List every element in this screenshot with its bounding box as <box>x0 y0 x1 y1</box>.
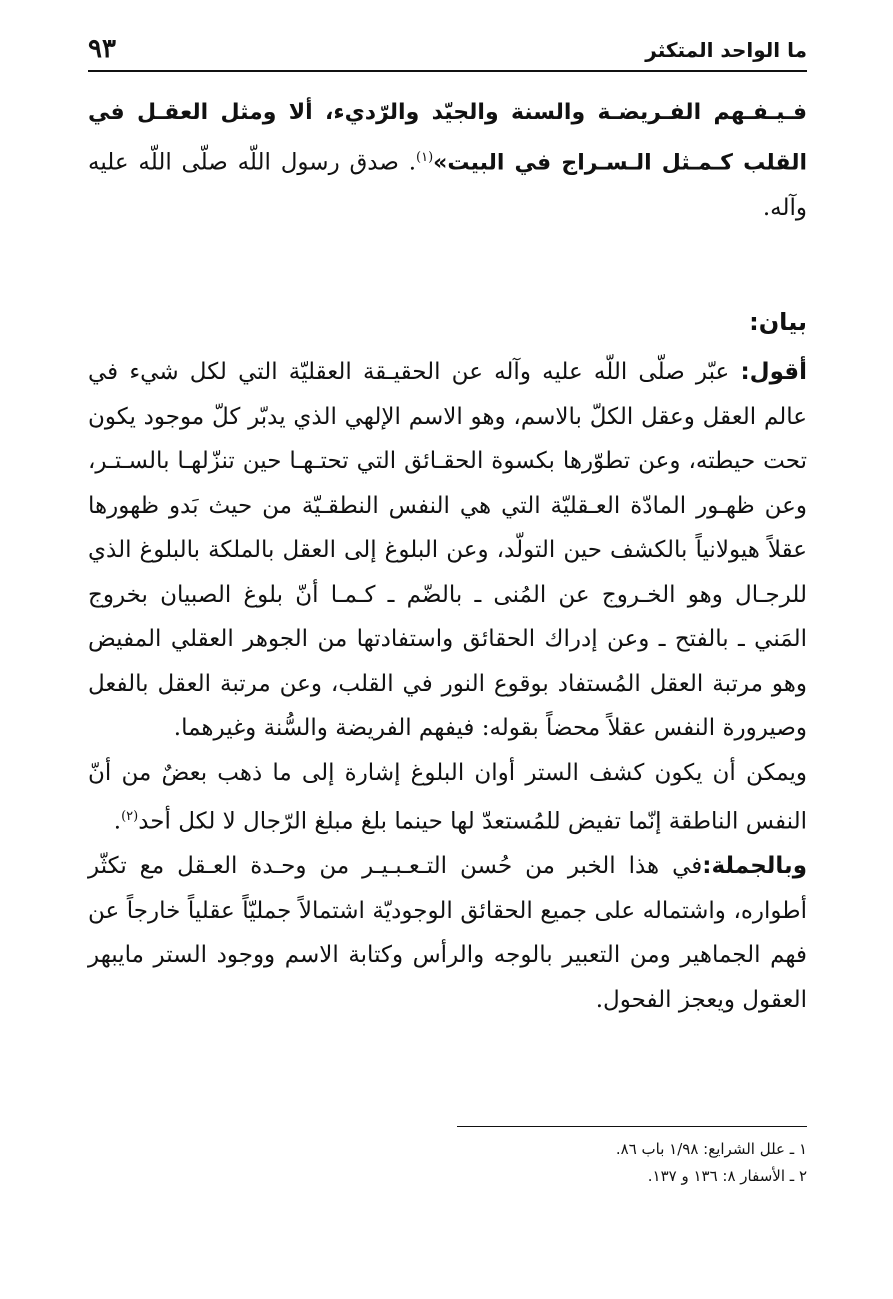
paragraph-text: في هذا الخبر من حُسن التـعـبـيـر من وحـدة العـقل مع تكثّر أطواره، واشتماله على جميع الحقائق الوجوديّة اشتمالاً جمليّاً عقلياً خارجاً عن فهم الجماهير ومن التعبير بالوجه والرأس وكتابة الاسم ووجود الستر مايبهر العقول ويعجز الفحول. <box>88 853 807 1013</box>
paragraph-text: عبّر صلّى اللّه عليه وآله عن الحقيـقة العقليّة التي لكل شيء في عالم العقل وعقل الكلّ بالاسم، وهو الاسم الإلهي الذي يدبّر كلّ موجود يكون تحت حيطته، وعن تطوّرها بكسوة الحقـائق التي تحتـهـا حين تنزّلهـا بالسـتـر، وعن ظهـور المادّة العـقليّة التي هي النفس النطقـيّة من حيث بَدو ظهورها عقلاً هيولانياً بالكشف حين التولّد، وعن البلوغ إلى العقل بالملكة بالبلوغ الذي للرجـال وهو الخـروج عن المُنى ـ بالضّم ـ كـمـا أنّ بلوغ الصبيان بخروج المَني ـ بالفتح ـ وعن إدراك الحقائق واستفادتها من الجوهر العقلي المفيض وهو مرتبة العقل المُستفاد بوقوع النور في القلب، وعن مرتبة العقل بالفعل وصيرورة النفس عقلاً محضاً بقوله: فيفهم الفريضة والسُّنة وغيرهما. <box>88 359 807 742</box>
footnote-2: ٢ ـ الأسفار ٨: ١٣٦ و ١٣٧. <box>647 1167 807 1185</box>
footnote-1: ١ ـ علل الشرايع: ١/٩٨ باب ٨٦. <box>615 1140 807 1158</box>
main-text <box>88 90 807 1022</box>
hadith-paragraph <box>88 90 807 230</box>
page-header <box>88 30 807 72</box>
running-title: ما الواحد المتكثر <box>645 38 807 62</box>
footnote-divider <box>457 1126 807 1127</box>
hadith-quote: فـيـفـهم الفـريضـة والسنة والجيّد والرّديء، ألا ومثل العقـل في القلب كـمـثل الـسـراج في البيت» <box>88 100 807 176</box>
paragraph-end: . <box>113 808 122 835</box>
hadith-closing: . صدق رسول اللّه صلّى اللّه عليه وآله. <box>88 149 807 221</box>
paragraph-lead-word: أقول: <box>740 359 807 386</box>
paragraph-lead-word: وبالجملة: <box>702 853 807 880</box>
footnote-ref-2: (٢) <box>121 809 139 825</box>
footnote-ref-1: (١) <box>416 149 434 165</box>
page-number: ٩٣ <box>88 34 116 64</box>
paragraph-summary <box>88 844 807 1022</box>
paragraph-possibility <box>88 751 807 845</box>
footnotes <box>307 1136 807 1190</box>
paragraph-explanation <box>88 350 807 751</box>
section-heading: بيان: <box>749 308 807 337</box>
paragraph-text: ويمكن أن يكون كشف الستر أوان البلوغ إشارة إلى ما ذهب بعضٌ من أنّ النفس الناطقة إنّما تفيض للمُستعدّ لها حينما بلغ مبلغ الرّجال لا لكل أحد <box>88 759 807 835</box>
